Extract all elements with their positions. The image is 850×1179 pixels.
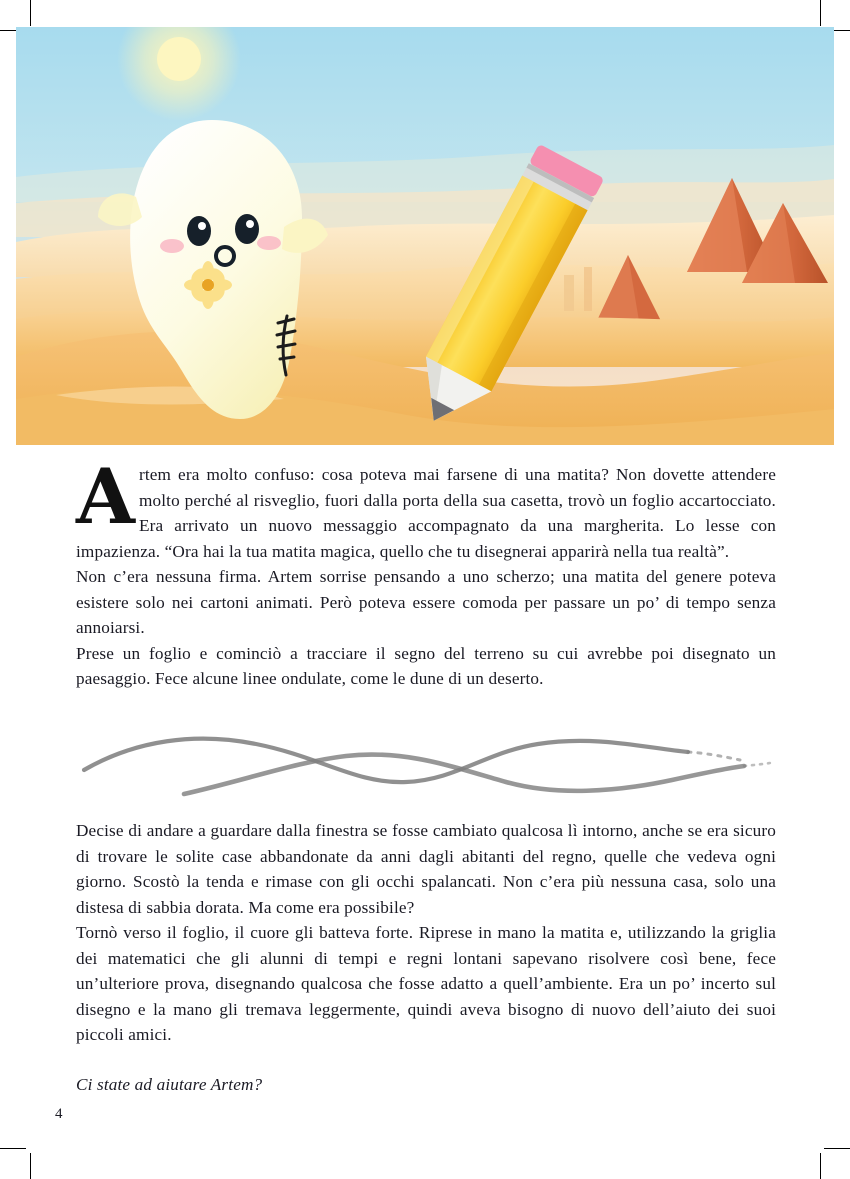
ghost-blush-left bbox=[160, 239, 184, 253]
paragraph-3: Prese un foglio e cominciò a tracciare il segno del terreno su cui avrebbe poi disegnato un paesaggio. Fece alcune linee ondulate, come le dune di un deserto. bbox=[76, 643, 776, 688]
ghost-in-desert-with-pencil-illustration bbox=[16, 27, 834, 445]
ghost-eye-right bbox=[235, 214, 259, 244]
drop-cap-letter: A bbox=[76, 452, 133, 541]
crop-mark-bottom-right-vertical bbox=[820, 1153, 821, 1179]
story-text-column bbox=[76, 452, 776, 692]
crop-mark-bottom-right-horizontal bbox=[824, 1148, 850, 1149]
crop-mark-bottom-left-horizontal bbox=[0, 1148, 26, 1149]
page-number: 4 bbox=[55, 1106, 63, 1122]
paragraph-1-text: rtem era molto confuso: cosa poteva mai farsene di una matita? Non dovette attendere molto perché al risveglio, fuori dalla porta della sua casetta, trovò un foglio accartocciato. Era arrivato un nuovo messaggio accompagnato da una margherita. Lo lesse con impazienza. “Ora hai la tua matita magica, quello che tu disegnerai apparirà nella tua realtà”. bbox=[76, 465, 776, 561]
paragraph-4: Decise di andare a guardare dalla finestra se fosse cambiato qualcosa lì intorno, anche se era sicuro di trovare le solite case abbandonate da anni dagli abitanti del regno, quelle che vedeva ogni giorno. Scostò la tenda e rimase con gli occhi spalancati. Non c’era più nessuna casa, solo una distesa di sabbia dorata. Ma come era possibile? bbox=[76, 821, 776, 917]
ghost-blush-right bbox=[257, 236, 281, 250]
hand-drawn-dune-lines bbox=[76, 722, 776, 812]
paragraph-5: Tornò verso il foglio, il cuore gli batteva forte. Riprese in mano la matita e, utilizzando la griglia dei matematici che gli alunni di tempi e regni lontani sapevano risolvere così bene, fece un’ulteriore prova, disegnando qualcosa che fosse adatto a quell’ambiente. Era un po’ incerto sul disegno e la mano gli tremava leggermente, quindi aveva bisogno di nuovo dell’aiuto dei suoi piccoli amici. bbox=[76, 923, 776, 1044]
crop-mark-bottom-left-vertical bbox=[30, 1153, 31, 1179]
crop-mark-top-right-vertical bbox=[820, 0, 821, 26]
crop-mark-top-left-vertical bbox=[30, 0, 31, 26]
closing-question: Ci state ad aiutare Artem? bbox=[76, 1074, 263, 1094]
paragraph-1 bbox=[76, 452, 776, 564]
paragraph-2: Non c’era nessuna firma. Artem sorrise pensando a uno scherzo; una matita del genere poteva esistere solo nei cartoni animati. Però poteva essere comoda per passare un po’ di tempo senza annoiarsi. bbox=[76, 567, 776, 637]
sun-disc bbox=[157, 37, 201, 81]
ghost-eye-left bbox=[187, 216, 211, 246]
story-text-column-2 bbox=[76, 818, 776, 1097]
